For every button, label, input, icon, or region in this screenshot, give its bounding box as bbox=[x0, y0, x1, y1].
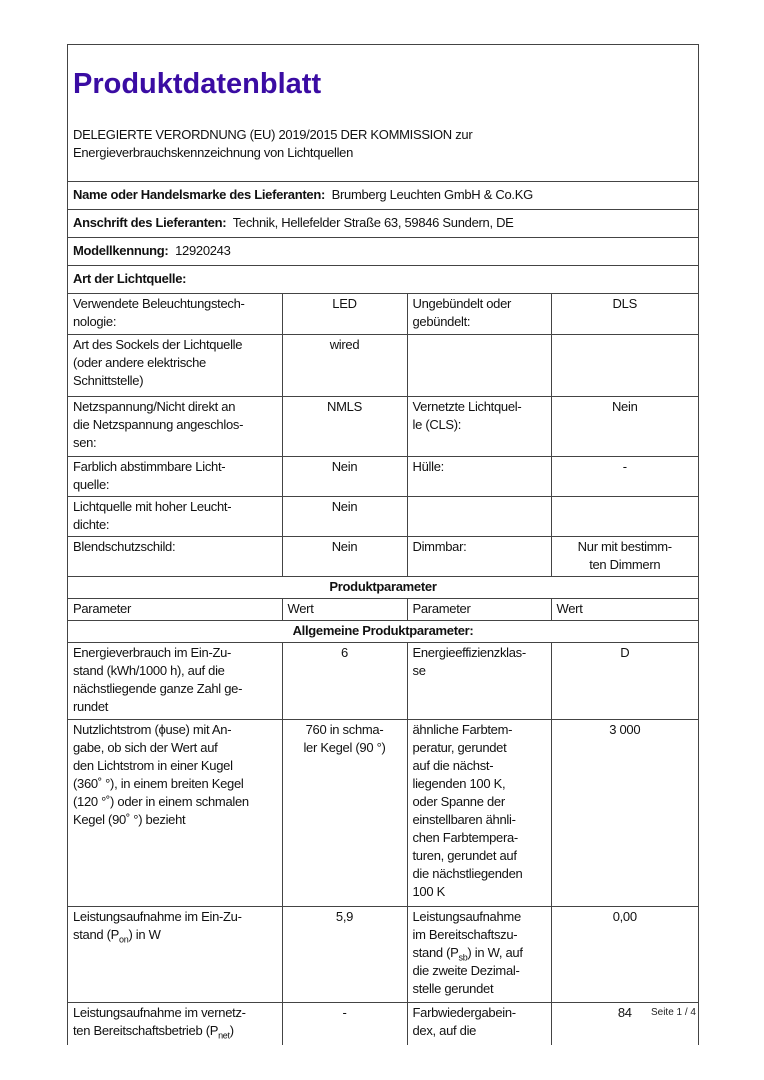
param-value: D bbox=[551, 643, 698, 720]
param-value: 0,00 bbox=[551, 907, 698, 1003]
label-subscript: net bbox=[218, 1030, 230, 1041]
param-label bbox=[407, 335, 551, 397]
param-label: Art des Sockels der Lichtquelle (oder andere elektrische Schnittstelle) bbox=[68, 335, 282, 397]
param-label bbox=[407, 907, 551, 1003]
param-value: Nein bbox=[282, 497, 407, 537]
param-value: Nein bbox=[551, 397, 698, 457]
table-row bbox=[68, 720, 698, 907]
param-label: Ungebündelt oder gebündelt: bbox=[407, 294, 551, 335]
model-value: 12920243 bbox=[175, 243, 231, 258]
param-value: DLS bbox=[551, 294, 698, 335]
supplier-name-row bbox=[68, 182, 698, 210]
label-text: Leistungsaufnahme im Bereitschaftszu- stand (P bbox=[412, 909, 521, 960]
param-value: - bbox=[282, 1003, 407, 1045]
table-row bbox=[68, 335, 698, 397]
param-label bbox=[407, 497, 551, 537]
param-value bbox=[551, 335, 698, 397]
page-number: Seite 1 / 4 bbox=[650, 1007, 696, 1018]
label-text: ) in W, auf die zweite Dezimal- stelle gerundet bbox=[412, 945, 523, 996]
param-label: Energieverbrauch im Ein-Zu- stand (kWh/1000 h), auf die nächstliegende ganze Zahl ge- rundet bbox=[68, 643, 282, 720]
param-label: Lichtquelle mit hoher Leucht- dichte: bbox=[68, 497, 282, 537]
param-label: Netzspannung/Nicht direkt an die Netzspannung angeschlos- sen: bbox=[68, 397, 282, 457]
param-value: Nein bbox=[282, 457, 407, 497]
supplier-address-row bbox=[68, 210, 698, 238]
param-value: Nur mit bestimm- ten Dimmern bbox=[551, 537, 698, 577]
table-row bbox=[68, 1003, 698, 1045]
general-params-heading-row bbox=[68, 621, 698, 643]
label-text: ) in W bbox=[128, 927, 161, 942]
column-header: Parameter bbox=[68, 599, 282, 621]
param-value: NMLS bbox=[282, 397, 407, 457]
supplier-name-label: Name oder Handelsmarke des Lieferanten: bbox=[73, 187, 326, 202]
param-label: Farblich abstimmbare Licht- quelle: bbox=[68, 457, 282, 497]
datasheet-table bbox=[68, 45, 698, 1045]
param-value: wired bbox=[282, 335, 407, 397]
label-subscript: sb bbox=[458, 952, 468, 963]
param-label: Hülle: bbox=[407, 457, 551, 497]
label-subscript: on bbox=[119, 934, 129, 945]
regulation-subtitle: DELEGIERTE VERORDNUNG (EU) 2019/2015 DER KOMMISSION zur Energieverbrauchskennzeichnung von Lichtquellen bbox=[73, 127, 473, 160]
param-label: Energieeffizienzklas- se bbox=[407, 643, 551, 720]
table-row bbox=[68, 643, 698, 720]
param-value: 3 000 bbox=[551, 720, 698, 907]
param-label bbox=[68, 907, 282, 1003]
param-label: ähnliche Farbtem- peratur, gerundet auf die nächst- liegenden 100 K, oder Spanne der einstellbaren ähnli- chen Farbtempera- turen, gerundet auf die nächstliegenden 100 K bbox=[407, 720, 551, 907]
param-label: Verwendete Beleuchtungstech- nologie: bbox=[68, 294, 282, 335]
datasheet bbox=[67, 44, 699, 1045]
param-label: Dimmbar: bbox=[407, 537, 551, 577]
param-value bbox=[551, 497, 698, 537]
label-text: Leistungsaufnahme im Ein-Zu- stand (P bbox=[73, 909, 242, 942]
column-header-row bbox=[68, 599, 698, 621]
column-header: Parameter bbox=[407, 599, 551, 621]
param-value: LED bbox=[282, 294, 407, 335]
light-source-heading-row bbox=[68, 266, 698, 294]
param-label: Vernetzte Lichtquel- le (CLS): bbox=[407, 397, 551, 457]
table-row bbox=[68, 907, 698, 1003]
param-label: Farbwiedergabein- dex, auf die bbox=[407, 1003, 551, 1045]
param-label: Blendschutzschild: bbox=[68, 537, 282, 577]
param-value: 760 in schma- ler Kegel (90 °) bbox=[282, 720, 407, 907]
param-label: Nutzlichtstrom (ϕuse) mit An- gabe, ob sich der Wert auf den Lichtstrom in einer Kugel (360˚ °), in einem breiten Kegel (120 °˚) oder in einem schmalen Kegel (90˚ °) bezieht bbox=[68, 720, 282, 907]
table-row bbox=[68, 537, 698, 577]
model-row bbox=[68, 238, 698, 266]
table-row bbox=[68, 294, 698, 335]
supplier-name-value: Brumberg Leuchten GmbH & Co.KG bbox=[331, 187, 533, 202]
table-row bbox=[68, 457, 698, 497]
param-label bbox=[68, 1003, 282, 1045]
label-text: Leistungsaufnahme im vernetz- ten Bereitschaftsbetrieb (P bbox=[73, 1005, 246, 1038]
column-header: Wert bbox=[551, 599, 698, 621]
supplier-address-value: Technik, Hellefelder Straße 63, 59846 Sundern, DE bbox=[232, 215, 514, 230]
param-value: 6 bbox=[282, 643, 407, 720]
table-row bbox=[68, 497, 698, 537]
param-value: 5,9 bbox=[282, 907, 407, 1003]
supplier-address-label: Anschrift des Lieferanten: bbox=[73, 215, 227, 230]
param-value: 84 bbox=[551, 1003, 698, 1045]
param-value: Nein bbox=[282, 537, 407, 577]
param-value: - bbox=[551, 457, 698, 497]
product-params-heading-row bbox=[68, 577, 698, 599]
product-params-heading: Produktparameter bbox=[68, 577, 698, 599]
light-source-heading: Art der Lichtquelle: bbox=[68, 266, 698, 294]
page-title: Produktdatenblatt bbox=[73, 68, 322, 100]
header-row bbox=[68, 45, 698, 182]
column-header: Wert bbox=[282, 599, 407, 621]
label-text: ) bbox=[229, 1023, 234, 1038]
model-label: Modellkennung: bbox=[73, 243, 169, 258]
general-params-heading: Allgemeine Produktparameter: bbox=[68, 621, 698, 643]
table-row bbox=[68, 397, 698, 457]
